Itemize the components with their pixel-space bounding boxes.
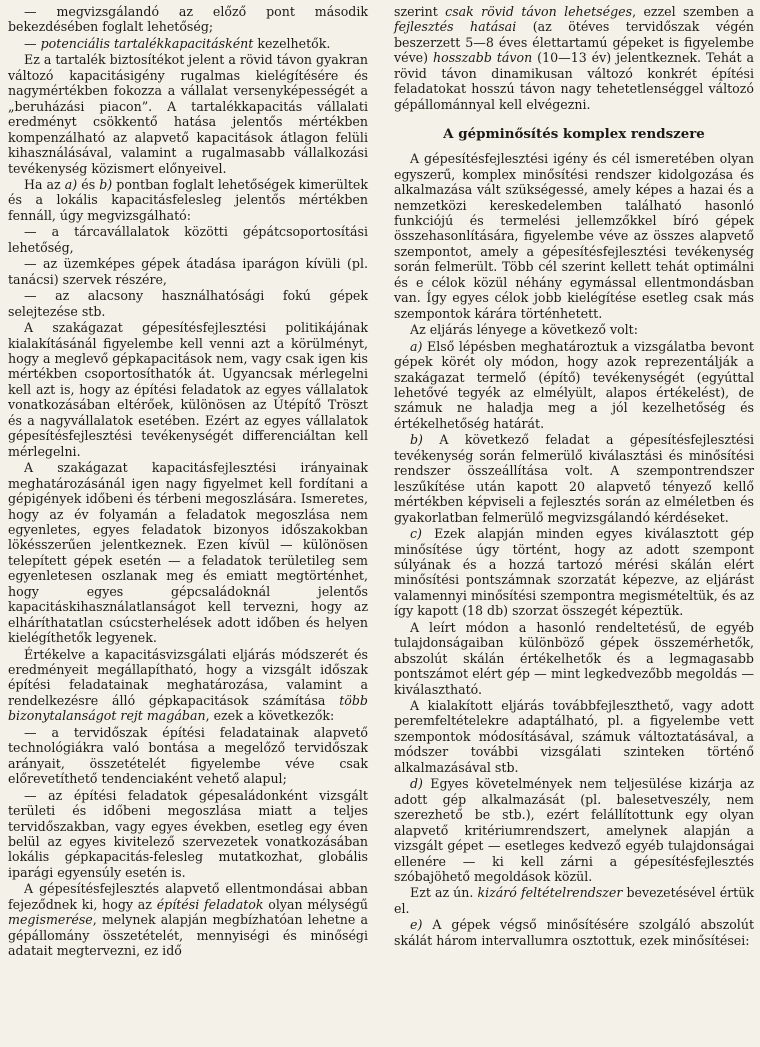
right-column-continuation	[394, 4, 754, 112]
paragraph: — az üzemképes gépek átadása iparágon kívüli (pl. tanácsi) szervek részére,	[8, 256, 368, 287]
paragraph: — potenciális tartalékkapacitásként kezelhetők.	[24, 35, 331, 51]
paragraph: b) A következő feladat a gépesítésfejlesztési tevékenység során felmerülő kiválasztási és minősítési rendszer összeállítása volt. A szempontrendszer leszűkítése után kapott 20 alapvető tényező kellő mértékben képviseli a fejlesztés során az elméletben és gyakorlatban felmerülő megvizsgálandó kérdéseket.	[394, 432, 754, 525]
paragraph: Az eljárás lényege a következő volt:	[410, 322, 638, 338]
paragraph: szerint csak rövid távon lehetséges, ezzel szemben a fejlesztés hatásai (az ötéves tervidőszak végén beszerzett 5—8 éves élettartamú gépeket is figyelembe véve) hosszabb távon (10—13 év) jelentkeznek. Tehát a rövid távon dinamikusan változó konkrét építési feladatokat hosszú távon nagy tehetetlenséggel változó gépállománnyal kell elvégezni.	[394, 4, 755, 112]
paragraph: A gépesítésfejlesztési igény és cél ismeretében olyan egyszerű, komplex minősítési rendszer kidolgozása és alkalmazása vált szükségessé, amely képes a hazai és a nemzetközi kereskedelemben található hasonló funkciójú és termelési jellemzőkkel bíró gépek összehasonlítására, figyelembe véve az összes alapvető szempontot, amely a gépesítésfejlesztési tevékenység során felmerült. Több cél szerint kellett tehát optimálni és e célok közül néhány egymással ellentmondásban van. Így egyes célok jobb kielégítése esetleg csak más szempontok kárára történhetett.	[394, 151, 754, 321]
right-column	[394, 4, 754, 1047]
paragraph: Ezt az ún. kizáró feltételrendszer bevezetésével értük el.	[394, 885, 754, 916]
paragraph: a) Első lépésben meghatároztuk a vizsgálatba bevont gépek körét oly módon, hogy azok reprezentálják a szakágazat termelő (építő) tevékenységét (egyúttal lehetővé tegyék az elmélyült, alapos értékelést), de számuk ne haladja meg a jól kezelhetőség és értékelhetőség határát.	[394, 338, 754, 431]
paragraph: — a tárcavállalatok közötti gépátcsoportosítási lehetőség,	[8, 224, 368, 255]
paragraph: A szakágazat kapacitásfejlesztési irányainak meghatározásánál igen nagy figyelmet kell fordítani a gépigények időbeni és térbeni megoszlására. Ismeretes, hogy az év folyamán a feladatok megoszlása nem egyenletes, egyes feladatok bizonyos időszakokban lökésszerűen jelentkeznek. Ezen kívül — különösen telepített gépek esetén — a feladatok területileg sem egyenletesen oszlanak meg és emiatt megtörténhet, hogy egyes gépcsaládoknál jelentős kapacitáskihasználatlanságot kell tervezni, hogy az elháríthatatlan csúcsterhelések adott időben és helyen kielégíthetők legyenek.	[8, 460, 368, 646]
paragraph: A leírt módon a hasonló rendeltetésű, de egyéb tulajdonságaiban különböző gépek összemérhetők, abszolút skálán értékelhetők és a legmagasabb pontszámot elért gép — mint legkedvezőbb megoldás — kiválasztható.	[394, 619, 754, 697]
paragraph: Értékelve a kapacitásvizsgálati eljárás módszerét és eredményeit megállapítható, hogy a vizsgált időszak építési feladatainak meghatározása, valamint a rendelkezésre álló gépkapacitások számítása több bizonytalanságot rejt magában, ezek a következők:	[8, 646, 368, 724]
paragraph: d) Egyes követelmények nem teljesülése kizárja az adott gép alkalmazását (pl. balesetveszély, nem szerezhető be stb.), ezért felállítottunk egy olyan alapvető kritériumrendszert, amelynek alapján a vizsgált gépet — esetleges kedvező egyéb tulajdonságai ellenére — ki kell zárni a gépesítésfejlesztés szóbajöhető megoldások közül.	[394, 776, 754, 885]
paragraph: A gépesítésfejlesztés alapvető ellentmondásai abban fejeződnek ki, hogy az építési feladatok olyan mélységű megismerése, melynek alapján megbízhatóan lehetne a gépállomány összetételét, mennyiségi és minőségi adatait megtervezni, ez idő	[8, 881, 368, 959]
left-column	[8, 4, 368, 1047]
paragraph: c) Ezek alapján minden egyes kiválasztott gép minősítése úgy történt, hogy az adott szempont súlyának és a hozzá tartozó mérési skálán elért minősítési pontszámnak szorzatát képezve, az eljárást valamennyi minősítési szempontra megismételtük, és az így kapott (18 db) szorzat összegét képeztük.	[394, 526, 754, 619]
paragraph: — a tervidőszak építési feladatainak alapvető technológiákra való bontása a megelőző tervidőszak arányait, összetételét figyelembe véve csak előrevetíthető tendenciaként vehető alapul;	[8, 724, 368, 787]
paragraph: — megvizsgálandó az előző pont második bekezdésében foglalt lehetőség;	[8, 4, 368, 35]
paragraph: Ha az a) és b) pontban foglalt lehetőségek kimerültek és a lokális kapacitásfelesleg jelentős mértékben fennáll, úgy megvizsgálható:	[8, 176, 368, 223]
paragraph: A kialakított eljárás továbbfejleszthető, vagy adott peremfeltételekre adaptálható, pl. a figyelembe vett szempontok módosításával, számuk változtatásával, a módszer további vizsgálati szinteken történő alkalmazásával stb.	[394, 698, 754, 775]
paragraph: — az alacsony használhatósági fokú gépek selejtezése stb.	[8, 288, 368, 319]
paragraph: A szakágazat gépesítésfejlesztési politikájának kialakításánál figyelembe kell venni azt a körülményt, hogy a meglevő gépkapacitások nem, vagy csak igen kis mértékben csoportosíthatók át. Ugyancsak mérlegelni kell azt is, hogy az építési feladatok az egyes vállalatok vonatkozásában eltérőek, különösen az Útépítő Tröszt és a nagyvállalatok esetében. Ezért az egyes vállalatok gépesítésfejlesztési tevékenységét differenciáltan kell mérlegelni.	[8, 320, 368, 459]
section-heading: A gépminősítés komplex rendszere	[443, 126, 705, 143]
paragraph: — az építési feladatok gépesaládonként vizsgált területi és időbeni megoszlása miatt a teljes tervidőszakban, vagy egyes években, esetleg egy éven belül az egyes kivitelező szervezetek vonatkozásában lokális gépkapacitás-felesleg mutatkozhat, globális iparági egyensúly esetén is.	[8, 787, 368, 880]
section-body	[394, 151, 754, 948]
paragraph: Ez a tartalék biztosítékot jelent a rövid távon gyakran változó kapacitásigény rugalmas kielégítésére és nagymértékben fokozza a vállalat versenyképességét a „beruházási piacon”. A tartalékkapacitás vállalati eredményt csökkentő hatása jelentős mértékben kompenzálható az alapvető kapacitások átlagon felüli kihasználásával, valamint a rugalmasabb vállalkozási tevékenység közismert előnyeivel.	[8, 52, 368, 176]
paragraph: e) A gépek végső minősítésére szolgáló abszolút skálát három intervallumra osztottuk, ezek minősítései:	[394, 917, 754, 948]
